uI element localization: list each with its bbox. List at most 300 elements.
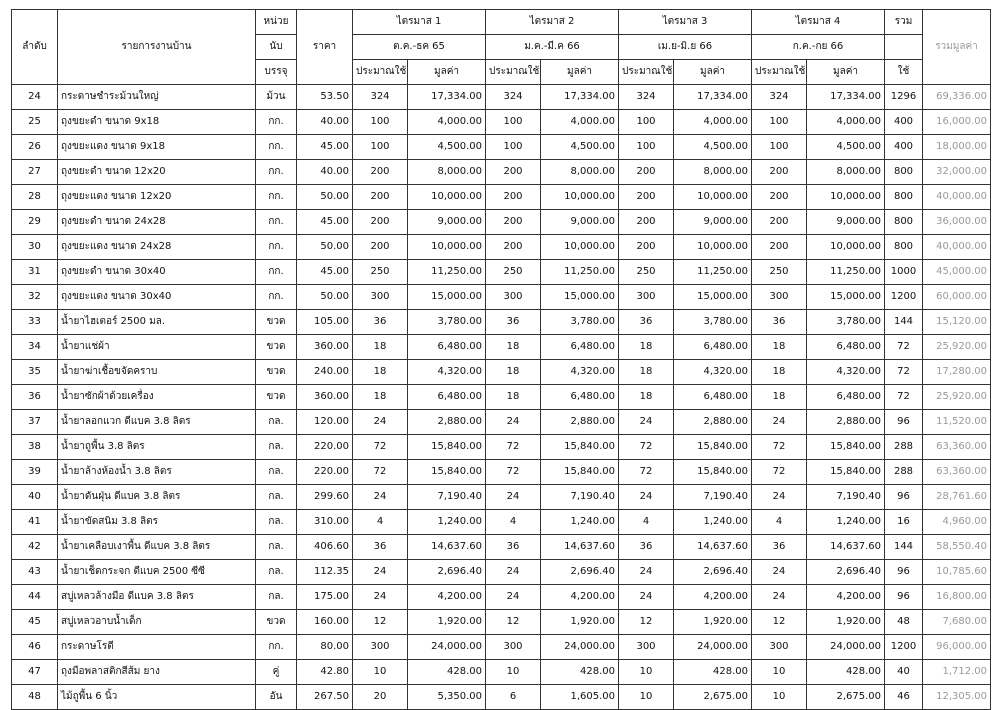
row-q1-qty: 20 xyxy=(353,685,408,710)
row-item: น้ำยาขัดสนิม 3.8 ลิตร xyxy=(58,510,256,535)
row-unit: กก. xyxy=(256,160,297,185)
row-q4-value: 428.00 xyxy=(807,660,885,685)
table-row xyxy=(12,560,991,585)
header-sum-line2 xyxy=(885,35,923,60)
row-q4-qty: 18 xyxy=(752,385,807,410)
row-price: 299.60 xyxy=(297,485,353,510)
table-row xyxy=(12,210,991,235)
header-sum-line3: ใช้ xyxy=(885,60,923,85)
table-row xyxy=(12,160,991,185)
row-q2-value: 4,320.00 xyxy=(541,360,619,385)
row-unit: ขวด xyxy=(256,385,297,410)
row-number: 43 xyxy=(12,560,58,585)
row-q3-value: 6,480.00 xyxy=(674,385,752,410)
table-row xyxy=(12,485,991,510)
row-sum-qty: 1200 xyxy=(885,635,923,660)
row-q4-value: 1,920.00 xyxy=(807,610,885,635)
row-q3-qty: 250 xyxy=(619,260,674,285)
row-total-value: 58,550.40 xyxy=(923,535,991,560)
row-q3-value: 4,000.00 xyxy=(674,110,752,135)
row-q1-qty: 300 xyxy=(353,285,408,310)
row-price: 240.00 xyxy=(297,360,353,385)
row-sum-qty: 144 xyxy=(885,310,923,335)
row-q3-value: 24,000.00 xyxy=(674,635,752,660)
row-q2-qty: 6 xyxy=(486,685,541,710)
row-total-value: 12,305.00 xyxy=(923,685,991,710)
row-q4-qty: 24 xyxy=(752,410,807,435)
row-q2-value: 4,200.00 xyxy=(541,585,619,610)
row-q2-qty: 300 xyxy=(486,635,541,660)
row-price: 50.00 xyxy=(297,235,353,260)
row-total-value: 7,680.00 xyxy=(923,610,991,635)
row-q4-value: 4,000.00 xyxy=(807,110,885,135)
row-q2-value: 15,000.00 xyxy=(541,285,619,310)
row-unit: อัน xyxy=(256,685,297,710)
row-q2-qty: 72 xyxy=(486,435,541,460)
row-price: 45.00 xyxy=(297,210,353,235)
row-q3-qty: 24 xyxy=(619,410,674,435)
row-item: ถุงขยะแดง ขนาด 24x28 xyxy=(58,235,256,260)
row-q1-value: 5,350.00 xyxy=(408,685,486,710)
row-q1-qty: 200 xyxy=(353,210,408,235)
row-number: 45 xyxy=(12,610,58,635)
header-value-4: มูลค่า xyxy=(807,60,885,85)
row-number: 47 xyxy=(12,660,58,685)
row-sum-qty: 288 xyxy=(885,435,923,460)
table-row xyxy=(12,660,991,685)
row-q3-qty: 300 xyxy=(619,635,674,660)
row-price: 42.80 xyxy=(297,660,353,685)
row-q3-value: 17,334.00 xyxy=(674,85,752,110)
header-sum-line1: รวม xyxy=(885,10,923,35)
table-row xyxy=(12,360,991,385)
row-number: 37 xyxy=(12,410,58,435)
header-period-1: ต.ค.-ธค 65 xyxy=(353,35,486,60)
row-unit: กก. xyxy=(256,285,297,310)
header-period-4: ก.ค.-กย 66 xyxy=(752,35,885,60)
row-number: 25 xyxy=(12,110,58,135)
row-item: น้ำยาแช่ผ้า xyxy=(58,335,256,360)
row-price: 80.00 xyxy=(297,635,353,660)
row-q1-value: 8,000.00 xyxy=(408,160,486,185)
row-total-value: 4,960.00 xyxy=(923,510,991,535)
row-sum-qty: 1296 xyxy=(885,85,923,110)
row-q2-qty: 4 xyxy=(486,510,541,535)
row-q3-qty: 100 xyxy=(619,110,674,135)
row-q3-value: 428.00 xyxy=(674,660,752,685)
row-q2-value: 1,240.00 xyxy=(541,510,619,535)
row-number: 38 xyxy=(12,435,58,460)
row-q3-value: 4,320.00 xyxy=(674,360,752,385)
row-q1-value: 10,000.00 xyxy=(408,235,486,260)
row-q1-qty: 36 xyxy=(353,310,408,335)
row-q1-qty: 24 xyxy=(353,560,408,585)
row-sum-qty: 96 xyxy=(885,585,923,610)
row-price: 406.60 xyxy=(297,535,353,560)
row-q1-qty: 200 xyxy=(353,235,408,260)
row-q4-qty: 36 xyxy=(752,535,807,560)
header-qty-2: ประมาณใช้ xyxy=(486,60,541,85)
row-q1-qty: 324 xyxy=(353,85,408,110)
row-q4-qty: 24 xyxy=(752,585,807,610)
row-q2-value: 10,000.00 xyxy=(541,235,619,260)
row-q3-value: 2,696.40 xyxy=(674,560,752,585)
row-q4-qty: 10 xyxy=(752,685,807,710)
row-q3-qty: 10 xyxy=(619,660,674,685)
row-q3-value: 2,675.00 xyxy=(674,685,752,710)
row-total-value: 40,000.00 xyxy=(923,185,991,210)
row-q3-value: 7,190.40 xyxy=(674,485,752,510)
row-item: ถุงขยะแดง ขนาด 12x20 xyxy=(58,185,256,210)
row-total-value: 36,000.00 xyxy=(923,210,991,235)
row-q4-qty: 24 xyxy=(752,485,807,510)
row-unit: กล. xyxy=(256,410,297,435)
row-q4-value: 10,000.00 xyxy=(807,185,885,210)
row-sum-qty: 96 xyxy=(885,485,923,510)
row-sum-qty: 800 xyxy=(885,160,923,185)
row-q2-value: 24,000.00 xyxy=(541,635,619,660)
header-unit-line2: นับ xyxy=(256,35,297,60)
row-q1-value: 2,880.00 xyxy=(408,410,486,435)
table-row xyxy=(12,635,991,660)
row-price: 40.00 xyxy=(297,160,353,185)
row-q4-qty: 200 xyxy=(752,235,807,260)
table-row xyxy=(12,235,991,260)
row-item: น้ำยาไฮเตอร์ 2500 มล. xyxy=(58,310,256,335)
row-q3-qty: 72 xyxy=(619,435,674,460)
row-sum-qty: 48 xyxy=(885,610,923,635)
row-q2-value: 8,000.00 xyxy=(541,160,619,185)
row-q2-qty: 24 xyxy=(486,585,541,610)
row-q4-qty: 24 xyxy=(752,560,807,585)
row-q4-value: 10,000.00 xyxy=(807,235,885,260)
header-period-3: เม.ย-มิ.ย 66 xyxy=(619,35,752,60)
row-q4-value: 2,880.00 xyxy=(807,410,885,435)
row-unit: กก. xyxy=(256,260,297,285)
row-q3-qty: 24 xyxy=(619,485,674,510)
row-q2-qty: 10 xyxy=(486,660,541,685)
row-sum-qty: 72 xyxy=(885,335,923,360)
row-sum-qty: 800 xyxy=(885,210,923,235)
row-q1-value: 3,780.00 xyxy=(408,310,486,335)
row-q1-value: 6,480.00 xyxy=(408,335,486,360)
header-total-value: รวมมูลค่า xyxy=(923,10,991,85)
row-q1-qty: 72 xyxy=(353,460,408,485)
header-qty-4: ประมาณใช้ xyxy=(752,60,807,85)
row-q1-value: 14,637.60 xyxy=(408,535,486,560)
row-price: 120.00 xyxy=(297,410,353,435)
row-unit: กล. xyxy=(256,510,297,535)
header-price: ราคา xyxy=(297,10,353,85)
row-q1-qty: 24 xyxy=(353,485,408,510)
row-price: 53.50 xyxy=(297,85,353,110)
row-q4-qty: 12 xyxy=(752,610,807,635)
table-row xyxy=(12,385,991,410)
row-q2-qty: 200 xyxy=(486,185,541,210)
row-q2-value: 6,480.00 xyxy=(541,335,619,360)
row-item: น้ำยาซักผ้าด้วยเครื่อง xyxy=(58,385,256,410)
row-q4-qty: 100 xyxy=(752,135,807,160)
row-q3-qty: 200 xyxy=(619,185,674,210)
row-total-value: 69,336.00 xyxy=(923,85,991,110)
row-sum-qty: 96 xyxy=(885,560,923,585)
row-q2-value: 1,605.00 xyxy=(541,685,619,710)
row-q2-qty: 200 xyxy=(486,160,541,185)
row-unit: คู่ xyxy=(256,660,297,685)
header-quarter-4: ไตรมาส 4 xyxy=(752,10,885,35)
row-q1-qty: 300 xyxy=(353,635,408,660)
row-q1-value: 11,250.00 xyxy=(408,260,486,285)
row-q3-value: 15,840.00 xyxy=(674,435,752,460)
row-item: สบู่เหลวล้างมือ ดีแบค 3.8 ลิตร xyxy=(58,585,256,610)
row-number: 39 xyxy=(12,460,58,485)
row-sum-qty: 16 xyxy=(885,510,923,535)
row-price: 160.00 xyxy=(297,610,353,635)
row-q3-qty: 4 xyxy=(619,510,674,535)
row-number: 33 xyxy=(12,310,58,335)
row-q3-qty: 36 xyxy=(619,535,674,560)
header-value-2: มูลค่า xyxy=(541,60,619,85)
row-q2-value: 4,000.00 xyxy=(541,110,619,135)
row-number: 32 xyxy=(12,285,58,310)
row-q2-qty: 24 xyxy=(486,410,541,435)
row-q1-value: 4,320.00 xyxy=(408,360,486,385)
row-price: 45.00 xyxy=(297,135,353,160)
table-row xyxy=(12,535,991,560)
row-price: 310.00 xyxy=(297,510,353,535)
row-q2-qty: 12 xyxy=(486,610,541,635)
row-q1-qty: 18 xyxy=(353,335,408,360)
header-quarter-3: ไตรมาส 3 xyxy=(619,10,752,35)
row-total-value: 17,280.00 xyxy=(923,360,991,385)
row-q2-qty: 72 xyxy=(486,460,541,485)
row-q2-qty: 324 xyxy=(486,85,541,110)
row-q2-value: 7,190.40 xyxy=(541,485,619,510)
row-price: 50.00 xyxy=(297,185,353,210)
row-q3-value: 2,880.00 xyxy=(674,410,752,435)
row-sum-qty: 46 xyxy=(885,685,923,710)
row-q1-value: 10,000.00 xyxy=(408,185,486,210)
row-q4-value: 4,320.00 xyxy=(807,360,885,385)
row-total-value: 10,785.60 xyxy=(923,560,991,585)
table-row xyxy=(12,460,991,485)
row-number: 35 xyxy=(12,360,58,385)
row-item: ถุงขยะดำ ขนาด 9x18 xyxy=(58,110,256,135)
row-q2-value: 14,637.60 xyxy=(541,535,619,560)
row-q4-value: 1,240.00 xyxy=(807,510,885,535)
row-sum-qty: 96 xyxy=(885,410,923,435)
row-q1-value: 2,696.40 xyxy=(408,560,486,585)
row-q1-qty: 24 xyxy=(353,585,408,610)
row-q4-value: 17,334.00 xyxy=(807,85,885,110)
row-price: 175.00 xyxy=(297,585,353,610)
row-q2-qty: 18 xyxy=(486,335,541,360)
row-q3-qty: 12 xyxy=(619,610,674,635)
table-row xyxy=(12,435,991,460)
row-q2-value: 428.00 xyxy=(541,660,619,685)
row-number: 27 xyxy=(12,160,58,185)
row-q1-value: 4,000.00 xyxy=(408,110,486,135)
row-unit: ขวด xyxy=(256,310,297,335)
row-q1-qty: 4 xyxy=(353,510,408,535)
header-seq: ลำดับ xyxy=(12,10,58,85)
row-unit: กก. xyxy=(256,210,297,235)
row-unit: กก. xyxy=(256,110,297,135)
row-q4-qty: 300 xyxy=(752,285,807,310)
row-price: 112.35 xyxy=(297,560,353,585)
row-q2-value: 2,880.00 xyxy=(541,410,619,435)
row-number: 30 xyxy=(12,235,58,260)
row-unit: ขวด xyxy=(256,360,297,385)
row-q1-value: 15,840.00 xyxy=(408,435,486,460)
row-total-value: 60,000.00 xyxy=(923,285,991,310)
row-q3-value: 10,000.00 xyxy=(674,185,752,210)
row-total-value: 45,000.00 xyxy=(923,260,991,285)
row-number: 31 xyxy=(12,260,58,285)
table-row xyxy=(12,310,991,335)
row-q3-qty: 200 xyxy=(619,235,674,260)
table-header xyxy=(12,10,991,85)
row-q1-value: 428.00 xyxy=(408,660,486,685)
row-sum-qty: 800 xyxy=(885,235,923,260)
table-row xyxy=(12,85,991,110)
row-q4-qty: 36 xyxy=(752,310,807,335)
table-row xyxy=(12,610,991,635)
row-price: 220.00 xyxy=(297,460,353,485)
row-item: ถุงขยะแดง ขนาด 30x40 xyxy=(58,285,256,310)
row-q4-value: 11,250.00 xyxy=(807,260,885,285)
row-q2-qty: 24 xyxy=(486,485,541,510)
row-item: ไม้ถูพื้น 6 นิ้ว xyxy=(58,685,256,710)
row-q2-qty: 36 xyxy=(486,535,541,560)
row-total-value: 63,360.00 xyxy=(923,460,991,485)
row-q1-value: 4,500.00 xyxy=(408,135,486,160)
row-q1-value: 7,190.40 xyxy=(408,485,486,510)
header-item: รายการงานบ้าน xyxy=(58,10,256,85)
row-q2-value: 1,920.00 xyxy=(541,610,619,635)
row-sum-qty: 288 xyxy=(885,460,923,485)
row-item: น้ำยาดันฝุ่น ดีแบค 3.8 ลิตร xyxy=(58,485,256,510)
row-price: 40.00 xyxy=(297,110,353,135)
row-q1-value: 4,200.00 xyxy=(408,585,486,610)
row-item: ถุงขยะดำ ขนาด 30x40 xyxy=(58,260,256,285)
row-q2-qty: 100 xyxy=(486,135,541,160)
row-total-value: 63,360.00 xyxy=(923,435,991,460)
row-q1-value: 15,000.00 xyxy=(408,285,486,310)
row-total-value: 11,520.00 xyxy=(923,410,991,435)
header-quarter-2: ไตรมาส 2 xyxy=(486,10,619,35)
row-q4-qty: 18 xyxy=(752,360,807,385)
row-q3-qty: 18 xyxy=(619,360,674,385)
row-q4-qty: 4 xyxy=(752,510,807,535)
row-q2-value: 3,780.00 xyxy=(541,310,619,335)
row-q1-qty: 100 xyxy=(353,110,408,135)
row-q2-value: 4,500.00 xyxy=(541,135,619,160)
row-sum-qty: 40 xyxy=(885,660,923,685)
row-price: 360.00 xyxy=(297,335,353,360)
row-q1-qty: 200 xyxy=(353,185,408,210)
row-q1-qty: 18 xyxy=(353,360,408,385)
row-q3-value: 14,637.60 xyxy=(674,535,752,560)
row-total-value: 96,000.00 xyxy=(923,635,991,660)
row-q4-value: 4,500.00 xyxy=(807,135,885,160)
table-row xyxy=(12,510,991,535)
row-q3-qty: 300 xyxy=(619,285,674,310)
row-q3-qty: 72 xyxy=(619,460,674,485)
row-unit: กก. xyxy=(256,135,297,160)
row-q3-qty: 100 xyxy=(619,135,674,160)
row-q4-qty: 250 xyxy=(752,260,807,285)
row-q4-value: 14,637.60 xyxy=(807,535,885,560)
row-q4-qty: 200 xyxy=(752,160,807,185)
row-total-value: 16,800.00 xyxy=(923,585,991,610)
row-q3-value: 15,840.00 xyxy=(674,460,752,485)
row-item: ถุงขยะดำ ขนาด 24x28 xyxy=(58,210,256,235)
row-q1-value: 17,334.00 xyxy=(408,85,486,110)
row-q4-value: 2,675.00 xyxy=(807,685,885,710)
header-quarter-1: ไตรมาส 1 xyxy=(353,10,486,35)
row-total-value: 25,920.00 xyxy=(923,335,991,360)
row-unit: กล. xyxy=(256,485,297,510)
row-unit: กล. xyxy=(256,560,297,585)
row-q1-qty: 18 xyxy=(353,385,408,410)
row-q1-value: 15,840.00 xyxy=(408,460,486,485)
row-q4-qty: 10 xyxy=(752,660,807,685)
row-q1-qty: 100 xyxy=(353,135,408,160)
row-q3-value: 6,480.00 xyxy=(674,335,752,360)
row-q4-value: 6,480.00 xyxy=(807,335,885,360)
row-q1-qty: 250 xyxy=(353,260,408,285)
row-q3-qty: 324 xyxy=(619,85,674,110)
row-unit: กก. xyxy=(256,235,297,260)
row-price: 45.00 xyxy=(297,260,353,285)
row-q4-qty: 72 xyxy=(752,460,807,485)
row-total-value: 16,000.00 xyxy=(923,110,991,135)
row-number: 28 xyxy=(12,185,58,210)
row-q1-value: 9,000.00 xyxy=(408,210,486,235)
row-total-value: 15,120.00 xyxy=(923,310,991,335)
row-item: น้ำยาเคลือบเงาพื้น ดีแบค 3.8 ลิตร xyxy=(58,535,256,560)
row-q1-value: 1,920.00 xyxy=(408,610,486,635)
row-q1-qty: 72 xyxy=(353,435,408,460)
row-q4-value: 8,000.00 xyxy=(807,160,885,185)
row-unit: ขวด xyxy=(256,335,297,360)
row-q2-value: 9,000.00 xyxy=(541,210,619,235)
row-sum-qty: 1200 xyxy=(885,285,923,310)
row-number: 29 xyxy=(12,210,58,235)
table-body xyxy=(12,85,991,710)
row-item: ถุงขยะดำ ขนาด 12x20 xyxy=(58,160,256,185)
row-number: 46 xyxy=(12,635,58,660)
row-q3-qty: 200 xyxy=(619,160,674,185)
row-sum-qty: 800 xyxy=(885,185,923,210)
row-q3-qty: 18 xyxy=(619,385,674,410)
row-item: น้ำยาถูพื้น 3.8 ลิตร xyxy=(58,435,256,460)
row-item: น้ำยาล้างห้องน้ำ 3.8 ลิตร xyxy=(58,460,256,485)
row-q3-value: 10,000.00 xyxy=(674,235,752,260)
row-q2-qty: 250 xyxy=(486,260,541,285)
row-q4-value: 15,000.00 xyxy=(807,285,885,310)
table-row xyxy=(12,285,991,310)
row-number: 48 xyxy=(12,685,58,710)
row-item: น้ำยาลอกแวก ดีแบค 3.8 ลิตร xyxy=(58,410,256,435)
row-number: 40 xyxy=(12,485,58,510)
row-q2-qty: 18 xyxy=(486,360,541,385)
row-q4-value: 4,200.00 xyxy=(807,585,885,610)
row-q2-qty: 100 xyxy=(486,110,541,135)
row-q3-value: 3,780.00 xyxy=(674,310,752,335)
row-item: น้ำยาฆ่าเชื้อขจัดคราบ xyxy=(58,360,256,385)
